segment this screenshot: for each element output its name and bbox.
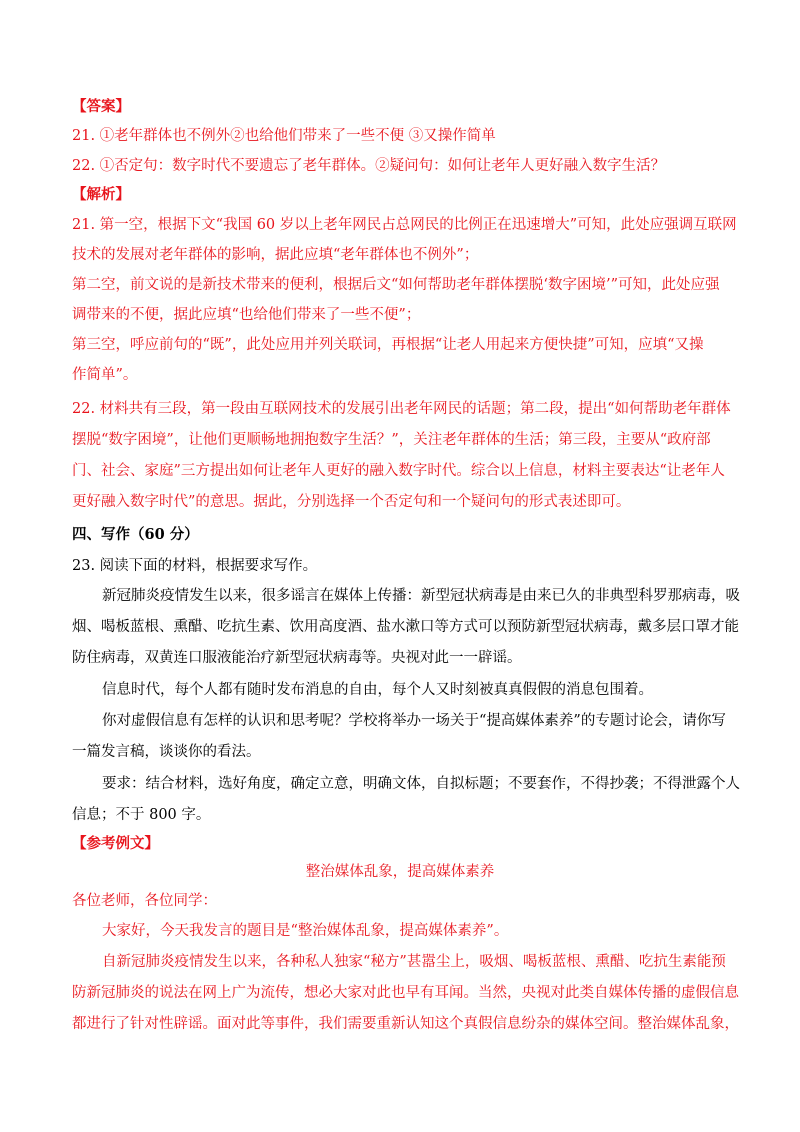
sample-header: 【参考例文】 <box>72 835 159 852</box>
analysis-line: 调带来的不便，据此应填“也给他们带来了一些不便”； <box>72 307 421 323</box>
material-line: 你对虚假信息有怎样的认识和思考呢？学校将举办一场关于“提高媒体素养”的专题讨论会，请你写 <box>102 713 726 729</box>
analysis-line: 技术的发展对老年群体的影响，据此应填“老年群体也不例外”； <box>72 247 479 263</box>
writing-header: 四、写作（60 分） <box>72 526 199 543</box>
writing-question: 23. 阅读下面的材料，根据要求写作。 <box>72 558 318 574</box>
analysis-line: 更好融入数字时代”的意思。据此，分别选择一个否定句和一个疑问句的形式表述即可。 <box>72 494 631 510</box>
material-line: 信息时代，每个人都有随时发布消息的自由，每个人又时刻被真真假假的消息包围着。 <box>102 682 653 698</box>
sample-line: 大家好，今天我发言的题目是“整治媒体乱象，提高媒体素养”。 <box>102 923 509 939</box>
material-line: 防住病毒，双黄连口服液能治疗新型冠状病毒等。央视对此一一辟谣。 <box>72 650 522 666</box>
answer-q22: 22. ①否定句：数字时代不要遗忘了老年群体。②疑问句：如何让老年人更好融入数字生活？ <box>72 158 666 174</box>
analysis-line: 22. 材料共有三段，第一段由互联网技术的发展引出老年网民的话题；第二段，提出“如何帮助老年群体 <box>72 401 731 417</box>
material-line: 信息；不于 800 字。 <box>72 807 211 823</box>
sample-line: 自新冠肺炎疫情发生以来，各种私人独家“秘方”甚嚣尘上，吸烟、喝板蓝根、熏醋、吃抗生素能预 <box>102 954 726 970</box>
analysis-line: 作简单”。 <box>72 367 138 383</box>
material-line: 烟、喝板蓝根、熏醋、吃抗生素、饮用高度酒、盐水漱口等方式可以预防新型冠状病毒，戴多层口罩才能 <box>72 619 739 635</box>
analysis-line: 21. 第一空，根据下文“我国 60 岁以上老年网民占总网民的比例正在迅速增大”可知，此处应强调互联网 <box>72 217 737 233</box>
analysis-line: 门、社会、家庭”三方提出如何让老年人更好的融入数字时代。综合以上信息，材料主要表达“让老年人 <box>72 463 725 479</box>
analysis-line: 摆脱“数字困境”，让他们更顺畅地拥抱数字生活？”，关注老年群体的生活；第三段，主要从“政府部 <box>72 432 711 448</box>
material-line: 新冠肺炎疫情发生以来，很多谣言在媒体上传播：新型冠状病毒是由来已久的非典型科罗那病毒，吸 <box>102 588 740 604</box>
answer-q21: 21. ①老年群体也不例外②也给他们带来了一些不便 ③又操作简单 <box>72 128 496 144</box>
sample-greeting: 各位老师，各位同学： <box>72 893 217 909</box>
material-line: 一篇发言稿，谈谈你的看法。 <box>72 744 261 760</box>
sample-line: 都进行了针对性辟谣。面对此等事件，我们需要重新认知这个真假信息纷杂的媒体空间。整治媒体乱象， <box>72 1016 739 1032</box>
analysis-line: 第二空，前文说的是新技术带来的便利，根据后文“如何帮助老年群体摆脱‘数字困境’”可知，此处应强 <box>72 277 720 293</box>
analysis-line: 第三空，呼应前句的“既”，此处应用并列关联词，再根据“让老人用起来方便快捷”可知，应填“又操 <box>72 337 704 353</box>
analysis-header: 【解析】 <box>72 186 130 203</box>
sample-title: 整治媒体乱象，提高媒体素养 <box>305 864 495 880</box>
sample-line: 防新冠肺炎的说法在网上广为流传，想必大家对此也早有耳闻。当然，央视对此类自媒体传播的虚假信息 <box>72 985 739 1001</box>
answer-header: 【答案】 <box>72 98 130 115</box>
material-line: 要求：结合材料，选好角度，确定立意，明确文体，自拟标题；不要套作，不得抄袭；不得泄露个人 <box>102 776 740 792</box>
